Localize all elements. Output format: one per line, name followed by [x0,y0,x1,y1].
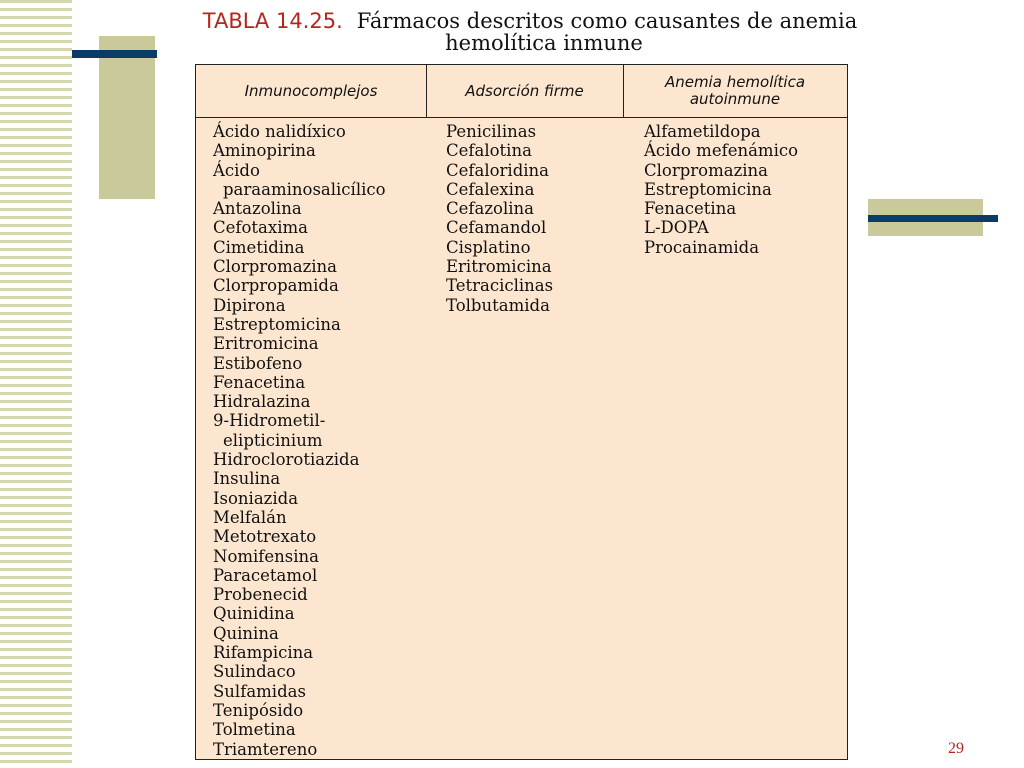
drug-item: Tolbutamida [446,295,550,315]
left-stripe-decoration [0,0,72,768]
drug-item: Rifampicina [213,643,314,663]
table-header-row [196,65,847,118]
drug-item: Quinina [213,623,279,643]
drug-item: Eritromicina [446,257,552,277]
drug-item: Sulindaco [213,662,296,682]
drug-item: Insulina [213,469,281,489]
drug-item: Probenecid [213,585,308,605]
drug-item: 9-Hidrometil- [213,411,326,431]
drug-item: Quinidina [213,604,295,624]
column-anemia-autoinmune [644,122,798,257]
drug-item: Cimetidina [213,237,305,257]
drug-item: Hidralazina [213,392,311,412]
drug-item: Cefazolina [446,199,534,219]
drug-item: Fenacetina [213,372,306,392]
header-anemia-text: Anemia hemolítica autoinmune [664,73,806,108]
table-number: TABLA 14.25. [202,9,343,33]
drug-item: Clorpromazina [213,257,338,277]
drug-item: Tenipósido [213,700,304,720]
header-inmunocomplejos: Inmunocomplejos [196,65,427,117]
drug-item: Melfalán [213,507,287,527]
drug-item: Tolmetina [213,720,296,740]
decor-block-left [99,36,155,199]
drug-item: Cefamandol [446,218,547,238]
drug-item: Estreptomicina [644,179,772,199]
drug-item: Antazolina [213,199,302,219]
drug-item: Ácido nalidíxico [213,122,346,141]
drug-item: L-DOPA [644,218,709,238]
drug-item: elipticinium [223,430,323,450]
drug-item: Cefalotina [446,141,532,161]
drug-item: Clorpromazina [644,160,769,180]
drug-item: Eritromicina [213,334,319,354]
drug-item: Isoniazida [213,488,299,508]
drug-item: Dipirona [213,295,286,315]
drug-item: Clorpropamida [213,276,339,296]
page-number: 29 [948,740,964,757]
drug-item: Metotrexato [213,527,317,547]
slide-title [200,10,860,54]
drug-item: Triamtereno [213,739,318,759]
drug-item: Estreptomicina [213,314,341,334]
drug-item: Cefaloridina [446,160,550,180]
drug-item: paraaminosalicílico [223,179,386,199]
drug-item: Procainamida [644,237,760,257]
title-line-2: hemolítica inmune [445,31,643,55]
drug-item: Hidroclorotiazida [213,450,360,470]
drug-item: Cisplatino [446,237,531,257]
decor-bar-left [72,50,157,58]
drug-table [195,64,848,760]
drug-item: Sulfamidas [213,681,306,701]
drug-item: Nomifensina [213,546,320,566]
drug-item: Cefotaxima [213,218,308,238]
drug-item: Fenacetina [644,199,737,219]
drug-item: Ácido mefenámico [644,141,799,161]
header-adsorcion-firme: Adsorción firme [426,65,624,117]
drug-item: Ácido [213,160,260,180]
drug-item: Paracetamol [213,565,318,585]
decor-bar-right [868,215,998,222]
title-line-1: Fármacos descritos como causantes de anemia [356,9,858,33]
column-adsorcion-firme [446,122,553,315]
drug-item: Tetraciclinas [446,276,554,296]
drug-item: Alfametildopa [644,122,761,141]
drug-item: Cefalexina [446,179,535,199]
header-anemia-autoinmune [623,65,847,117]
drug-item: Estibofeno [213,353,303,373]
drug-item: Aminopirina [213,141,316,161]
drug-item: Penicilinas [446,122,537,141]
column-inmunocomplejos [213,122,386,759]
